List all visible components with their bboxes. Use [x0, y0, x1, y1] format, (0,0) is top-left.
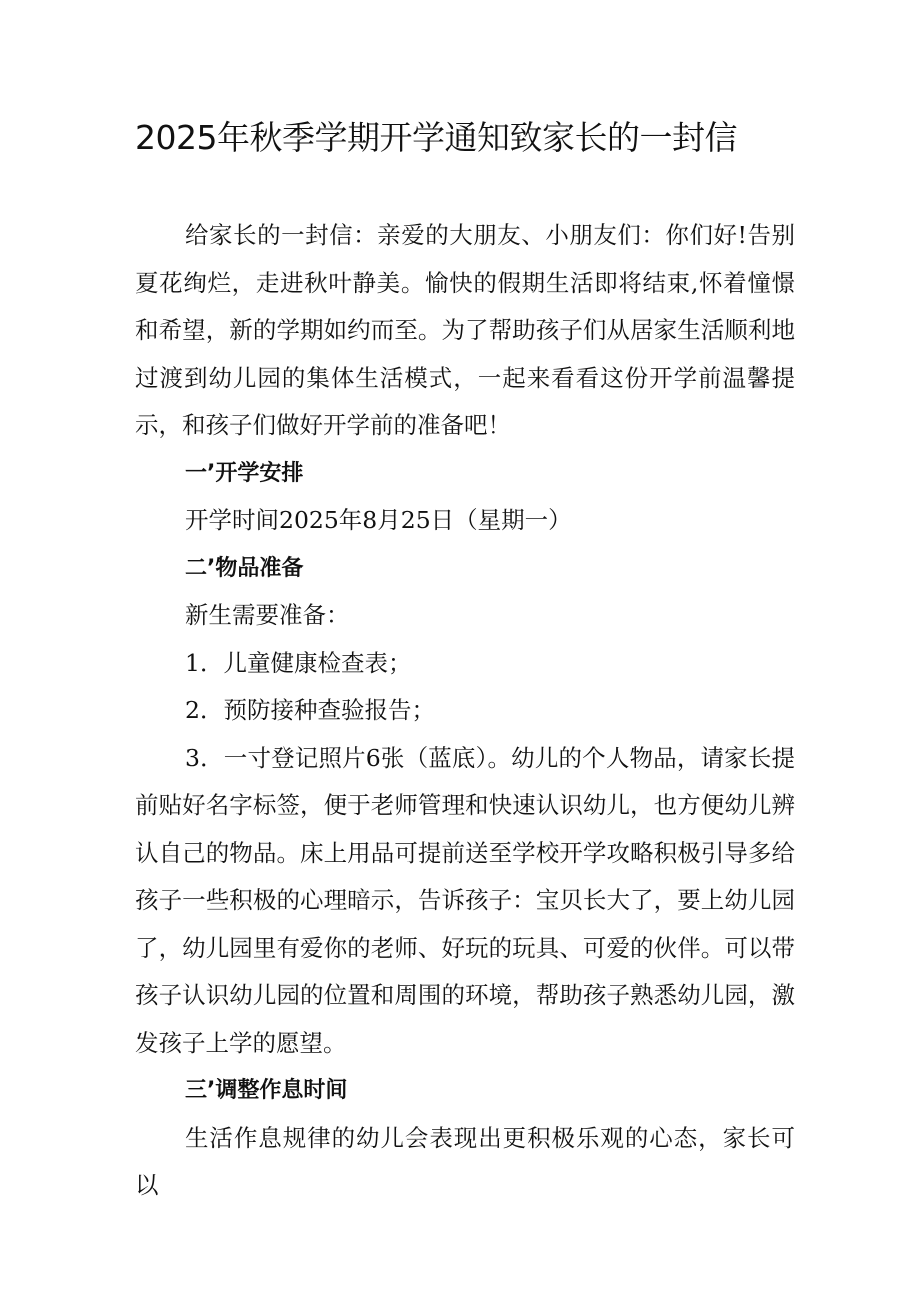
document-body	[135, 212, 795, 1210]
section-heading-routine: 三’调整作息时间	[185, 1078, 348, 1103]
supply-item-2: 2．预防接种查验报告；	[185, 696, 435, 724]
routine-paragraph: 生活作息规律的幼儿会表现出更积极乐观的心态，家长可以	[135, 1123, 795, 1199]
intro-paragraph: 给家长的一封信：亲爱的大朋友、小朋友们：你们好!告别夏花绚烂，走进秋叶静美。愉快的假期生活即将结束,怀着憧憬和希望，新的学期如约而至。为了帮助孩子们从居家生活顺利地过渡到幼儿园的集体生活模式，一起来看看这份开学前温馨提示，和孩子们做好开学前的准备吧！	[135, 221, 795, 439]
document-title: 2025年秋季学期开学通知致家长的一封信	[135, 118, 737, 157]
section-heading-schedule: 一’开学安排	[185, 460, 304, 486]
school-start-date: 开学时间2025年8月25日（星期一）	[185, 506, 572, 534]
section-heading-supplies: 二’物品准备	[185, 555, 304, 581]
supplies-lead: 新生需要准备：	[185, 601, 350, 629]
supply-item-1: 1．儿童健康检查表；	[185, 648, 412, 677]
supply-item-3-paragraph: 3．一寸登记照片6张（蓝底）。幼儿的个人物品，请家长提前贴好名字标签，便于老师管理和快速认识幼儿，也方便幼儿辨认自己的物品。床上用品可提前送至学校开学攻略积极引导多给孩子一些积极的心理暗示，告诉孩子：宝贝长大了，要上幼儿园了，幼儿园里有爱你的老师、好玩的玩具、可爱的伙伴。可以带孩子认识幼儿园的位置和周围的环境，帮助孩子熟悉幼儿园，激发孩子上学的愿望。	[135, 743, 795, 1057]
